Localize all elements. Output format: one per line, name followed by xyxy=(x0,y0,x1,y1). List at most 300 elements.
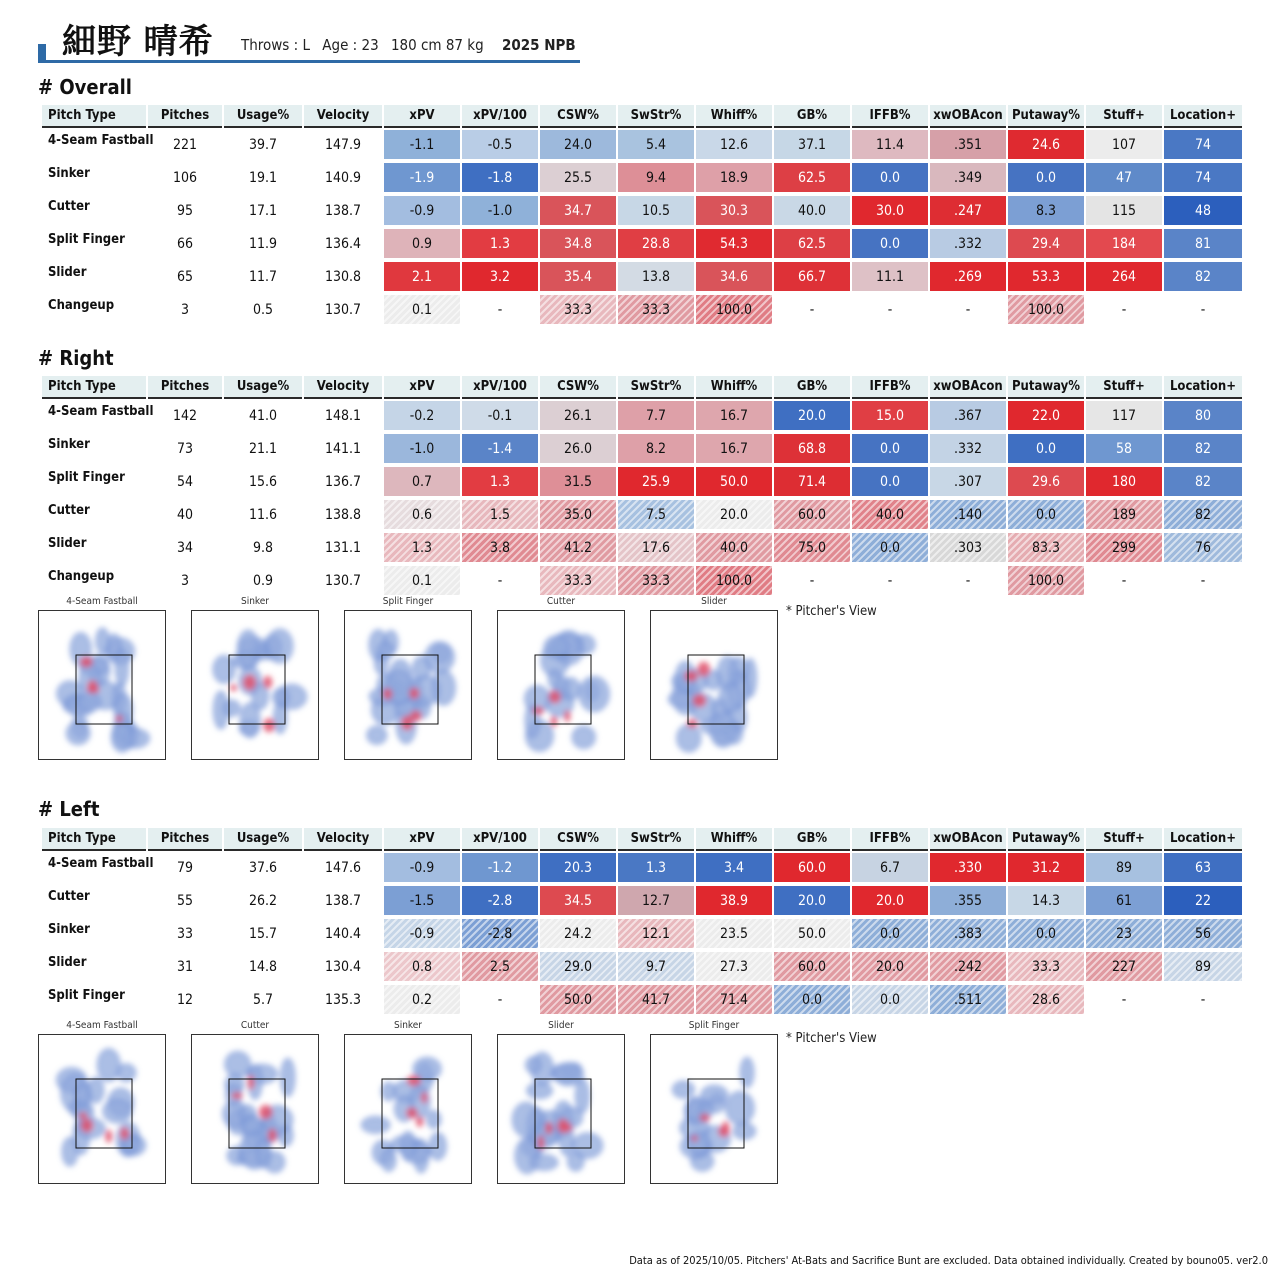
stat-cell: 1.3 xyxy=(384,531,460,564)
stat-cell: 17.1 xyxy=(224,194,302,227)
table-row xyxy=(42,531,1242,564)
stat-cell: 55 xyxy=(148,884,222,917)
stat-cell: 135.3 xyxy=(304,983,382,1016)
stat-cell: 61 xyxy=(1086,884,1162,917)
stat-cell: .247 xyxy=(930,194,1006,227)
pitch-type-cell: 4-Seam Fastball xyxy=(42,399,146,432)
stat-cell: 11.7 xyxy=(224,260,302,293)
stat-cell: 60.0 xyxy=(774,498,850,531)
section-title-overall: # Overall xyxy=(38,75,132,99)
stat-cell: -1.0 xyxy=(462,194,538,227)
column-header: Location+ xyxy=(1164,105,1242,128)
pitchers-view-note-right: * Pitcher's View xyxy=(786,604,877,619)
stat-cell: -1.2 xyxy=(462,851,538,884)
player-name: 細野 晴希 xyxy=(62,22,214,62)
stat-cell: 38.9 xyxy=(696,884,772,917)
stat-cell: 15.7 xyxy=(224,917,302,950)
stat-cell: 20.0 xyxy=(852,950,928,983)
heatmap-plot xyxy=(38,1034,166,1184)
stat-cell: 11.9 xyxy=(224,227,302,260)
stat-cell: 54 xyxy=(148,465,222,498)
stat-cell: 22 xyxy=(1164,884,1242,917)
stat-cell: 26.2 xyxy=(224,884,302,917)
column-header: xPV xyxy=(384,828,460,851)
stat-cell: 71.4 xyxy=(696,983,772,1016)
stat-cell: 82 xyxy=(1164,432,1242,465)
stat-cell: 37.1 xyxy=(774,128,850,161)
stat-cell: 53.3 xyxy=(1008,260,1084,293)
stat-cell: 35.0 xyxy=(540,498,616,531)
stat-cell: 9.4 xyxy=(618,161,694,194)
stat-cell: -2.8 xyxy=(462,884,538,917)
stat-cell: .242 xyxy=(930,950,1006,983)
stat-cell: 115 xyxy=(1086,194,1162,227)
stat-cell: 100.0 xyxy=(696,293,772,326)
column-header: Location+ xyxy=(1164,828,1242,851)
stat-cell: 35.4 xyxy=(540,260,616,293)
column-header: Pitch Type xyxy=(42,828,146,851)
stat-cell: .332 xyxy=(930,432,1006,465)
heatmap-plot xyxy=(191,1034,319,1184)
stat-cell: 1.5 xyxy=(462,498,538,531)
stat-cell: 25.5 xyxy=(540,161,616,194)
column-header: Velocity xyxy=(304,105,382,128)
stat-cell: 29.6 xyxy=(1008,465,1084,498)
column-header: Pitches xyxy=(148,105,222,128)
stat-cell: 11.4 xyxy=(852,128,928,161)
table-row xyxy=(42,432,1242,465)
stat-cell: 189 xyxy=(1086,498,1162,531)
pitch-type-cell: Split Finger xyxy=(42,983,146,1016)
column-header: Velocity xyxy=(304,828,382,851)
stat-cell: 20.0 xyxy=(696,498,772,531)
stat-cell: 26.1 xyxy=(540,399,616,432)
stat-cell: .303 xyxy=(930,531,1006,564)
stat-cell: 12.1 xyxy=(618,917,694,950)
stat-cell: 48 xyxy=(1164,194,1242,227)
stat-cell: 29.0 xyxy=(540,950,616,983)
column-header: xPV/100 xyxy=(462,828,538,851)
heatmap-label: Cutter xyxy=(546,596,576,607)
stat-cell: 0.0 xyxy=(1008,917,1084,950)
pitch-type-cell: Sinker xyxy=(42,161,146,194)
stat-cell: .511 xyxy=(930,983,1006,1016)
stat-cell: 66.7 xyxy=(774,260,850,293)
stat-cell: - xyxy=(930,293,1006,326)
heatmap-plot xyxy=(38,610,166,760)
stat-cell: - xyxy=(462,293,538,326)
column-header: CSW% xyxy=(540,376,616,399)
stat-cell: 5.4 xyxy=(618,128,694,161)
stat-cell: 117 xyxy=(1086,399,1162,432)
pitch-type-cell: Slider xyxy=(42,260,146,293)
stat-cell: 180 xyxy=(1086,465,1162,498)
column-header: Location+ xyxy=(1164,376,1242,399)
stat-cell: 71.4 xyxy=(774,465,850,498)
season-text: 2025 NPB xyxy=(501,36,576,54)
column-header: Putaway% xyxy=(1008,828,1084,851)
column-header: SwStr% xyxy=(618,828,694,851)
stat-cell: -0.2 xyxy=(384,399,460,432)
column-header: xwOBAcon xyxy=(930,828,1006,851)
stat-cell: 0.9 xyxy=(384,227,460,260)
column-header: Whiff% xyxy=(696,105,772,128)
column-header: Usage% xyxy=(224,828,302,851)
stat-cell: 20.3 xyxy=(540,851,616,884)
stat-cell: 0.2 xyxy=(384,983,460,1016)
stat-cell: 140.9 xyxy=(304,161,382,194)
column-header: Putaway% xyxy=(1008,105,1084,128)
stat-cell: 31.2 xyxy=(1008,851,1084,884)
column-header: xPV/100 xyxy=(462,376,538,399)
table-row xyxy=(42,260,1242,293)
column-header: xwOBAcon xyxy=(930,376,1006,399)
heatmap-label: Slider xyxy=(701,596,727,607)
stat-cell: 0.0 xyxy=(1008,161,1084,194)
age-text: Age : 23 xyxy=(322,36,379,54)
left-stats-table xyxy=(40,828,1244,1016)
stat-cell: 100.0 xyxy=(1008,564,1084,597)
heatmap-plot xyxy=(344,1034,472,1184)
stat-cell: 18.9 xyxy=(696,161,772,194)
stat-cell: 221 xyxy=(148,128,222,161)
pitch-type-cell: Split Finger xyxy=(42,227,146,260)
stat-cell: 6.7 xyxy=(852,851,928,884)
footer-note: Data as of 2025/10/05. Pitchers' At-Bats and Sacrifice Bunt are excluded. Data obtained individually. Created by bouno05. ver2.0 xyxy=(629,1254,1268,1267)
stat-cell: 0.0 xyxy=(852,465,928,498)
stat-cell: 26.0 xyxy=(540,432,616,465)
stat-cell: 74 xyxy=(1164,161,1242,194)
stat-cell: 54.3 xyxy=(696,227,772,260)
stat-cell: 147.6 xyxy=(304,851,382,884)
stat-cell: 130.4 xyxy=(304,950,382,983)
column-header: GB% xyxy=(774,828,850,851)
stat-cell: 65 xyxy=(148,260,222,293)
column-header: IFFB% xyxy=(852,105,928,128)
stat-cell: 82 xyxy=(1164,498,1242,531)
stat-cell: 20.0 xyxy=(774,399,850,432)
column-header: Usage% xyxy=(224,376,302,399)
stat-cell: 31.5 xyxy=(540,465,616,498)
stat-cell: - xyxy=(1086,293,1162,326)
stat-cell: 20.0 xyxy=(774,884,850,917)
stat-cell: 50.0 xyxy=(696,465,772,498)
stat-cell: -0.9 xyxy=(384,851,460,884)
stat-cell: 74 xyxy=(1164,128,1242,161)
stat-cell: -0.9 xyxy=(384,194,460,227)
heatmap-plot xyxy=(497,1034,625,1184)
stat-cell: 23 xyxy=(1086,917,1162,950)
stat-cell: .351 xyxy=(930,128,1006,161)
stat-cell: 136.4 xyxy=(304,227,382,260)
stat-cell: .269 xyxy=(930,260,1006,293)
stat-cell: 147.9 xyxy=(304,128,382,161)
stat-cell: 16.7 xyxy=(696,399,772,432)
stat-cell: 8.2 xyxy=(618,432,694,465)
stat-cell: 0.1 xyxy=(384,564,460,597)
pitch-type-cell: Changeup xyxy=(42,293,146,326)
stat-cell: 299 xyxy=(1086,531,1162,564)
stat-cell: 27.3 xyxy=(696,950,772,983)
stat-cell: 130.7 xyxy=(304,564,382,597)
stat-cell: 89 xyxy=(1086,851,1162,884)
stat-cell: 62.5 xyxy=(774,227,850,260)
stat-cell: 34.8 xyxy=(540,227,616,260)
column-header: SwStr% xyxy=(618,376,694,399)
heatmap-label: Split Finger xyxy=(688,1020,740,1031)
column-header: Pitches xyxy=(148,828,222,851)
column-header: CSW% xyxy=(540,105,616,128)
stat-cell: - xyxy=(852,564,928,597)
stat-cell: 0.6 xyxy=(384,498,460,531)
stat-cell: 7.5 xyxy=(618,498,694,531)
stat-cell: 130.8 xyxy=(304,260,382,293)
stat-cell: 81 xyxy=(1164,227,1242,260)
heatmap-label: Split Finger xyxy=(382,596,434,607)
stat-cell: .332 xyxy=(930,227,1006,260)
stat-cell: -1.1 xyxy=(384,128,460,161)
pitch-type-cell: Cutter xyxy=(42,194,146,227)
heatmap-plot xyxy=(344,610,472,760)
stat-cell: 39.7 xyxy=(224,128,302,161)
heatmap-label: Sinker xyxy=(240,596,269,607)
pitch-type-cell: Slider xyxy=(42,950,146,983)
stat-cell: 82 xyxy=(1164,260,1242,293)
stat-cell: 25.9 xyxy=(618,465,694,498)
pitch-type-cell: Sinker xyxy=(42,917,146,950)
pitch-type-cell: Cutter xyxy=(42,884,146,917)
stat-cell: 138.7 xyxy=(304,884,382,917)
stat-cell: 28.6 xyxy=(1008,983,1084,1016)
column-header: Stuff+ xyxy=(1086,828,1162,851)
stat-cell: .367 xyxy=(930,399,1006,432)
column-header: Whiff% xyxy=(696,828,772,851)
heatmap-label: Cutter xyxy=(240,1020,270,1031)
stat-cell: 0.0 xyxy=(1008,498,1084,531)
stat-cell: -1.0 xyxy=(384,432,460,465)
stat-cell: 23.5 xyxy=(696,917,772,950)
stat-cell: 79 xyxy=(148,851,222,884)
stat-cell: 3.4 xyxy=(696,851,772,884)
stat-cell: 14.8 xyxy=(224,950,302,983)
stat-cell: 33.3 xyxy=(618,564,694,597)
stat-cell: 140.4 xyxy=(304,917,382,950)
stat-cell: .140 xyxy=(930,498,1006,531)
stat-cell: 40.0 xyxy=(696,531,772,564)
stat-cell: 76 xyxy=(1164,531,1242,564)
stat-cell: 33 xyxy=(148,917,222,950)
heatmap-plot xyxy=(650,610,778,760)
stat-cell: 100.0 xyxy=(1008,293,1084,326)
stat-cell: 1.3 xyxy=(462,465,538,498)
stat-cell: 40.0 xyxy=(852,498,928,531)
stat-cell: 3.8 xyxy=(462,531,538,564)
stat-cell: 66 xyxy=(148,227,222,260)
stat-cell: 130.7 xyxy=(304,293,382,326)
pitch-type-cell: Split Finger xyxy=(42,465,146,498)
pitch-type-cell: Sinker xyxy=(42,432,146,465)
table-row xyxy=(42,498,1242,531)
stat-cell: 33.3 xyxy=(540,293,616,326)
overall-stats-table xyxy=(40,105,1244,326)
stat-cell: 83.3 xyxy=(1008,531,1084,564)
stat-cell: 1.3 xyxy=(618,851,694,884)
column-header: Usage% xyxy=(224,105,302,128)
stat-cell: 0.0 xyxy=(852,983,928,1016)
stat-cell: - xyxy=(1086,983,1162,1016)
size-text: 180 cm 87 kg xyxy=(390,36,484,54)
table-row xyxy=(42,983,1242,1016)
stat-cell: 16.7 xyxy=(696,432,772,465)
stat-cell: .330 xyxy=(930,851,1006,884)
stat-cell: 148.1 xyxy=(304,399,382,432)
table-row xyxy=(42,917,1242,950)
column-header: Putaway% xyxy=(1008,376,1084,399)
stat-cell: 3.2 xyxy=(462,260,538,293)
column-header: Whiff% xyxy=(696,376,772,399)
column-header: GB% xyxy=(774,105,850,128)
stat-cell: - xyxy=(930,564,1006,597)
stat-cell: .355 xyxy=(930,884,1006,917)
stat-cell: 2.1 xyxy=(384,260,460,293)
stat-cell: 75.0 xyxy=(774,531,850,564)
stat-cell: 20.0 xyxy=(852,884,928,917)
stat-cell: 30.3 xyxy=(696,194,772,227)
stat-cell: - xyxy=(462,983,538,1016)
stat-cell: 7.7 xyxy=(618,399,694,432)
stat-cell: 29.4 xyxy=(1008,227,1084,260)
stat-cell: 9.7 xyxy=(618,950,694,983)
column-header: Stuff+ xyxy=(1086,105,1162,128)
stat-cell: 31 xyxy=(148,950,222,983)
stat-cell: 60.0 xyxy=(774,950,850,983)
stat-cell: 24.6 xyxy=(1008,128,1084,161)
stat-cell: 0.8 xyxy=(384,950,460,983)
stat-cell: 264 xyxy=(1086,260,1162,293)
stat-cell: 62.5 xyxy=(774,161,850,194)
stat-cell: - xyxy=(1164,293,1242,326)
stat-cell: 40.0 xyxy=(774,194,850,227)
stat-cell: 0.7 xyxy=(384,465,460,498)
stat-cell: - xyxy=(1164,983,1242,1016)
column-header: Pitches xyxy=(148,376,222,399)
stat-cell: 24.0 xyxy=(540,128,616,161)
table-row xyxy=(42,950,1242,983)
stat-cell: 30.0 xyxy=(852,194,928,227)
stat-cell: -2.8 xyxy=(462,917,538,950)
column-header: GB% xyxy=(774,376,850,399)
stat-cell: .349 xyxy=(930,161,1006,194)
player-header xyxy=(38,14,580,64)
player-info xyxy=(241,36,584,54)
table-row xyxy=(42,293,1242,326)
table-row xyxy=(42,227,1242,260)
stat-cell: -0.1 xyxy=(462,399,538,432)
stat-cell: 0.5 xyxy=(224,293,302,326)
column-header: Stuff+ xyxy=(1086,376,1162,399)
heatmap-plot xyxy=(497,610,625,760)
heatmap-plot xyxy=(191,610,319,760)
stat-cell: 106 xyxy=(148,161,222,194)
stat-cell: -0.9 xyxy=(384,917,460,950)
pitch-type-cell: Changeup xyxy=(42,564,146,597)
stat-cell: 11.1 xyxy=(852,260,928,293)
stat-cell: 11.6 xyxy=(224,498,302,531)
stat-cell: 15.6 xyxy=(224,465,302,498)
stat-cell: 56 xyxy=(1164,917,1242,950)
stat-cell: 82 xyxy=(1164,465,1242,498)
stat-cell: 68.8 xyxy=(774,432,850,465)
table-row xyxy=(42,128,1242,161)
table-row xyxy=(42,851,1242,884)
column-header: xPV xyxy=(384,376,460,399)
pitchers-view-note-left: * Pitcher's View xyxy=(786,1031,877,1046)
column-header: xPV xyxy=(384,105,460,128)
stat-cell: 2.5 xyxy=(462,950,538,983)
stat-cell: - xyxy=(774,564,850,597)
stat-cell: 37.6 xyxy=(224,851,302,884)
column-header: CSW% xyxy=(540,828,616,851)
stat-cell: 227 xyxy=(1086,950,1162,983)
table-row xyxy=(42,465,1242,498)
table-row xyxy=(42,564,1242,597)
pitch-type-cell: Cutter xyxy=(42,498,146,531)
right-stats-table xyxy=(40,376,1244,597)
stat-cell: 80 xyxy=(1164,399,1242,432)
stat-cell: 15.0 xyxy=(852,399,928,432)
stat-cell: - xyxy=(852,293,928,326)
stat-cell: 89 xyxy=(1164,950,1242,983)
stat-cell: 21.1 xyxy=(224,432,302,465)
stat-cell: 12.6 xyxy=(696,128,772,161)
stat-cell: 0.1 xyxy=(384,293,460,326)
stat-cell: -1.8 xyxy=(462,161,538,194)
stat-cell: 34.6 xyxy=(696,260,772,293)
column-header: xwOBAcon xyxy=(930,105,1006,128)
stat-cell: 0.0 xyxy=(852,227,928,260)
throws-text: Throws : L xyxy=(241,36,310,54)
stat-cell: 0.0 xyxy=(852,917,928,950)
heatmap-label: Sinker xyxy=(393,1020,422,1031)
column-header: Pitch Type xyxy=(42,376,146,399)
stat-cell: - xyxy=(1164,564,1242,597)
stat-cell: 3 xyxy=(148,564,222,597)
stat-cell: 0.0 xyxy=(852,531,928,564)
pitch-type-cell: 4-Seam Fastball xyxy=(42,128,146,161)
stat-cell: 47 xyxy=(1086,161,1162,194)
stat-cell: 17.6 xyxy=(618,531,694,564)
stat-cell: 184 xyxy=(1086,227,1162,260)
stat-cell: 138.7 xyxy=(304,194,382,227)
stat-cell: 24.2 xyxy=(540,917,616,950)
stat-cell: 33.3 xyxy=(618,293,694,326)
stat-cell: 50.0 xyxy=(774,917,850,950)
stat-cell: 33.3 xyxy=(1008,950,1084,983)
column-header: xPV/100 xyxy=(462,105,538,128)
stat-cell: 131.1 xyxy=(304,531,382,564)
stat-cell: 34 xyxy=(148,531,222,564)
table-row xyxy=(42,194,1242,227)
stat-cell: -1.5 xyxy=(384,884,460,917)
table-row xyxy=(42,884,1242,917)
heatmap-label: 4-Seam Fastball xyxy=(66,1020,138,1031)
stat-cell: 138.8 xyxy=(304,498,382,531)
stat-cell: 141.1 xyxy=(304,432,382,465)
stat-cell: 95 xyxy=(148,194,222,227)
stat-cell: - xyxy=(1086,564,1162,597)
column-header: Velocity xyxy=(304,376,382,399)
stat-cell: 14.3 xyxy=(1008,884,1084,917)
